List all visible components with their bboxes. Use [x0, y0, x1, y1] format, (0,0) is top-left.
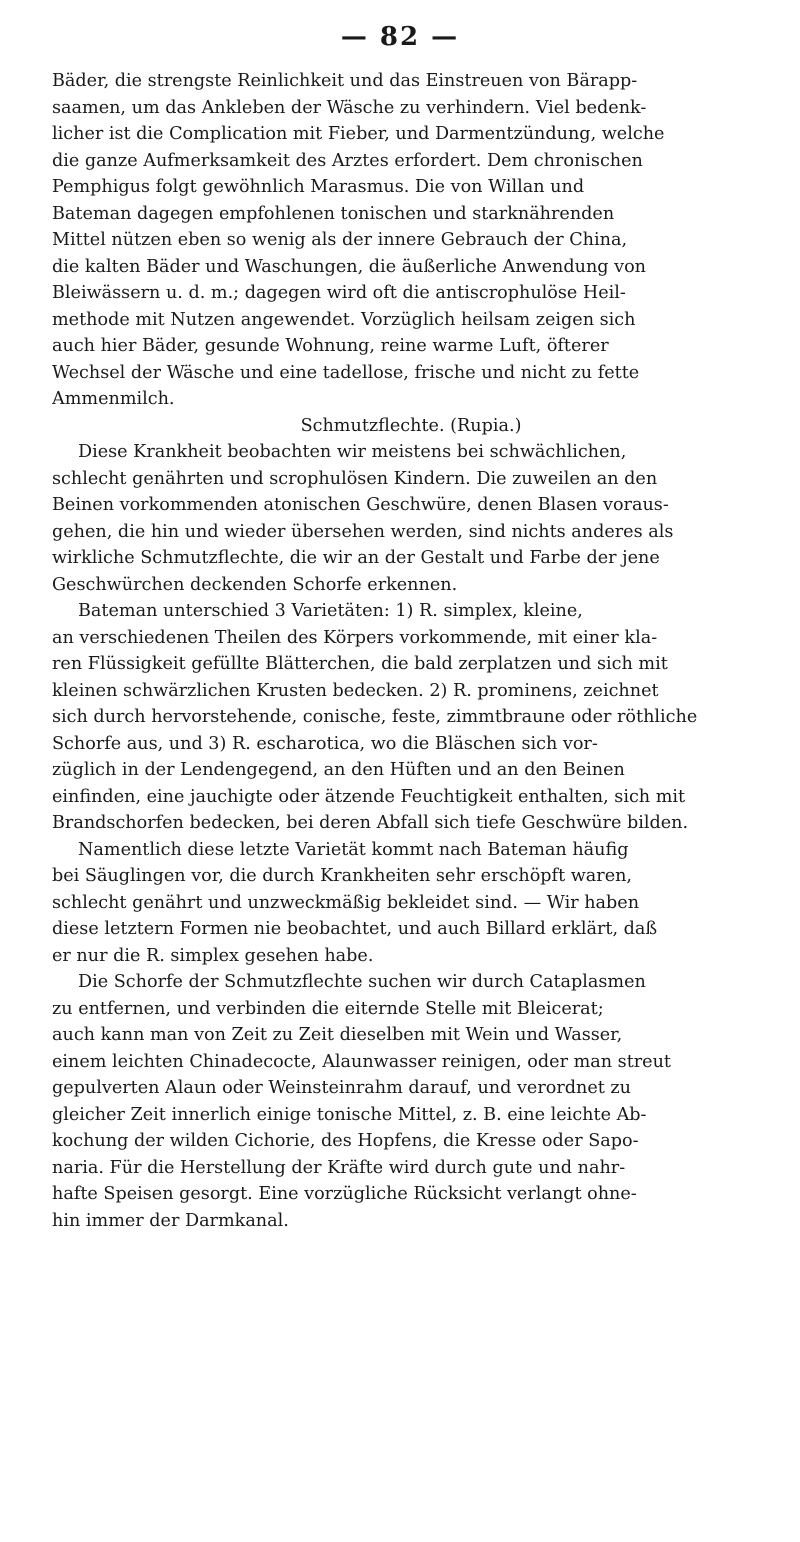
text-line: Ammenmilch. — [52, 389, 175, 409]
text-line: gepulverten Alaun oder Weinsteinrahm darauf, und verordnet zu — [52, 1078, 632, 1098]
text-line: an verschiedenen Theilen des Körpers vorkommende, mit einer kla- — [52, 627, 658, 648]
text-line: Bateman dagegen empfohlenen tonischen und starknährenden — [52, 203, 615, 224]
text-line: Bleiwässern u. d. m.; dagegen wird oft die antiscrophulöse Heil- — [52, 283, 626, 303]
text-line: Diese Krankheit beobachten wir meistens bei schwächlichen, — [78, 442, 627, 462]
body-text — [52, 68, 770, 1234]
text-line: licher ist die Complication mit Fieber, und Darmentzündung, welche — [52, 124, 665, 144]
text-line: hin immer der Darmkanal. — [52, 1210, 289, 1231]
text-line: ren Flüssigkeit gefüllte Blätterchen, die bald zerplatzen und sich mit — [52, 654, 668, 674]
page-number: — 82 — — [340, 22, 460, 52]
text-line: auch kann man von Zeit zu Zeit dieselben mit Wein und Wasser, — [52, 1025, 623, 1045]
text-line: schlecht genährt und unzweckmäßig bekleidet sind. — Wir haben — [52, 892, 640, 913]
text-line: Geschwürchen deckenden Schorfe erkennen. — [52, 574, 458, 595]
text-line: gehen, die hin und wieder übersehen werden, sind nichts anderes als — [52, 521, 674, 542]
section-heading: Schmutzflechte. (Rupia.) — [300, 415, 522, 436]
text-line: Namentlich diese letzte Varietät kommt nach Bateman häufig — [78, 839, 629, 860]
text-line: methode mit Nutzen angewendet. Vorzüglich heilsam zeigen sich — [52, 309, 636, 330]
text-line: einem leichten Chinadecocte, Alaunwasser reinigen, oder man streut — [52, 1051, 671, 1072]
text-line: die ganze Aufmerksamkeit des Arztes erfordert. Dem chronischen — [52, 150, 643, 171]
text-line: Mittel nützen eben so wenig als der innere Gebrauch der China, — [52, 230, 628, 250]
text-line: die kalten Bäder und Waschungen, die äußerliche Anwendung von — [52, 256, 647, 277]
text-line: wirkliche Schmutzflechte, die wir an der Gestalt und Farbe der jene — [52, 548, 660, 568]
text-line: gleicher Zeit innerlich einige tonische Mittel, z. B. eine leichte Ab- — [52, 1104, 647, 1125]
text-line: Bateman unterschied 3 Varietäten: 1) R. simplex, kleine, — [78, 601, 583, 621]
text-line: hafte Speisen gesorgt. Eine vorzügliche Rücksicht verlangt ohne- — [52, 1184, 637, 1204]
text-line: kleinen schwärzlichen Krusten bedecken. 2) R. prominens, zeichnet — [52, 680, 659, 701]
text-line: kochung der wilden Cichorie, des Hopfens, die Kresse oder Sapo- — [52, 1131, 639, 1151]
text-line: züglich in der Lendengegend, an den Hüften und an den Beinen — [52, 760, 625, 780]
text-line: Beinen vorkommenden atonischen Geschwüre, denen Blasen voraus- — [52, 495, 669, 515]
text-line: Die Schorfe der Schmutzflechte suchen wir durch Cataplasmen — [78, 972, 646, 992]
text-line: saamen, um das Ankleben der Wäsche zu verhindern. Viel bedenk- — [52, 97, 647, 118]
text-line: schlecht genährten und scrophulösen Kindern. Die zuweilen an den — [52, 468, 658, 489]
text-line: diese letztern Formen nie beobachtet, und auch Billard erklärt, daß — [52, 919, 658, 939]
text-line: Schorfe aus, und 3) R. escharotica, wo die Bläschen sich vor- — [52, 733, 598, 754]
text-line: sich durch hervorstehende, conische, feste, zimmtbraune oder röthliche — [52, 707, 698, 727]
text-line: zu entfernen, und verbinden die eiternde Stelle mit Bleicerat; — [52, 998, 604, 1019]
text-line: Wechsel der Wäsche und eine tadellose, frische und nicht zu fette — [52, 362, 640, 383]
text-line: Brandschorfen bedecken, bei deren Abfall sich tiefe Geschwüre bilden. — [52, 813, 689, 833]
text-line: bei Säuglingen vor, die durch Krankheiten sehr erschöpft waren, — [52, 866, 633, 886]
text-line: Bäder, die strengste Reinlichkeit und das Einstreuen von Bärapp- — [52, 71, 638, 91]
text-line: auch hier Bäder, gesunde Wohnung, reine warme Luft, öfterer — [52, 336, 609, 356]
text-line: einfinden, eine jauchigte oder ätzende Feuchtigkeit enthalten, sich mit — [52, 786, 686, 807]
text-line: er nur die R. simplex gesehen habe. — [52, 945, 374, 966]
text-line: naria. Für die Herstellung der Kräfte wird durch gute und nahr- — [52, 1157, 626, 1178]
text-line: Pemphigus folgt gewöhnlich Marasmus. Die von Willan und — [52, 177, 585, 197]
